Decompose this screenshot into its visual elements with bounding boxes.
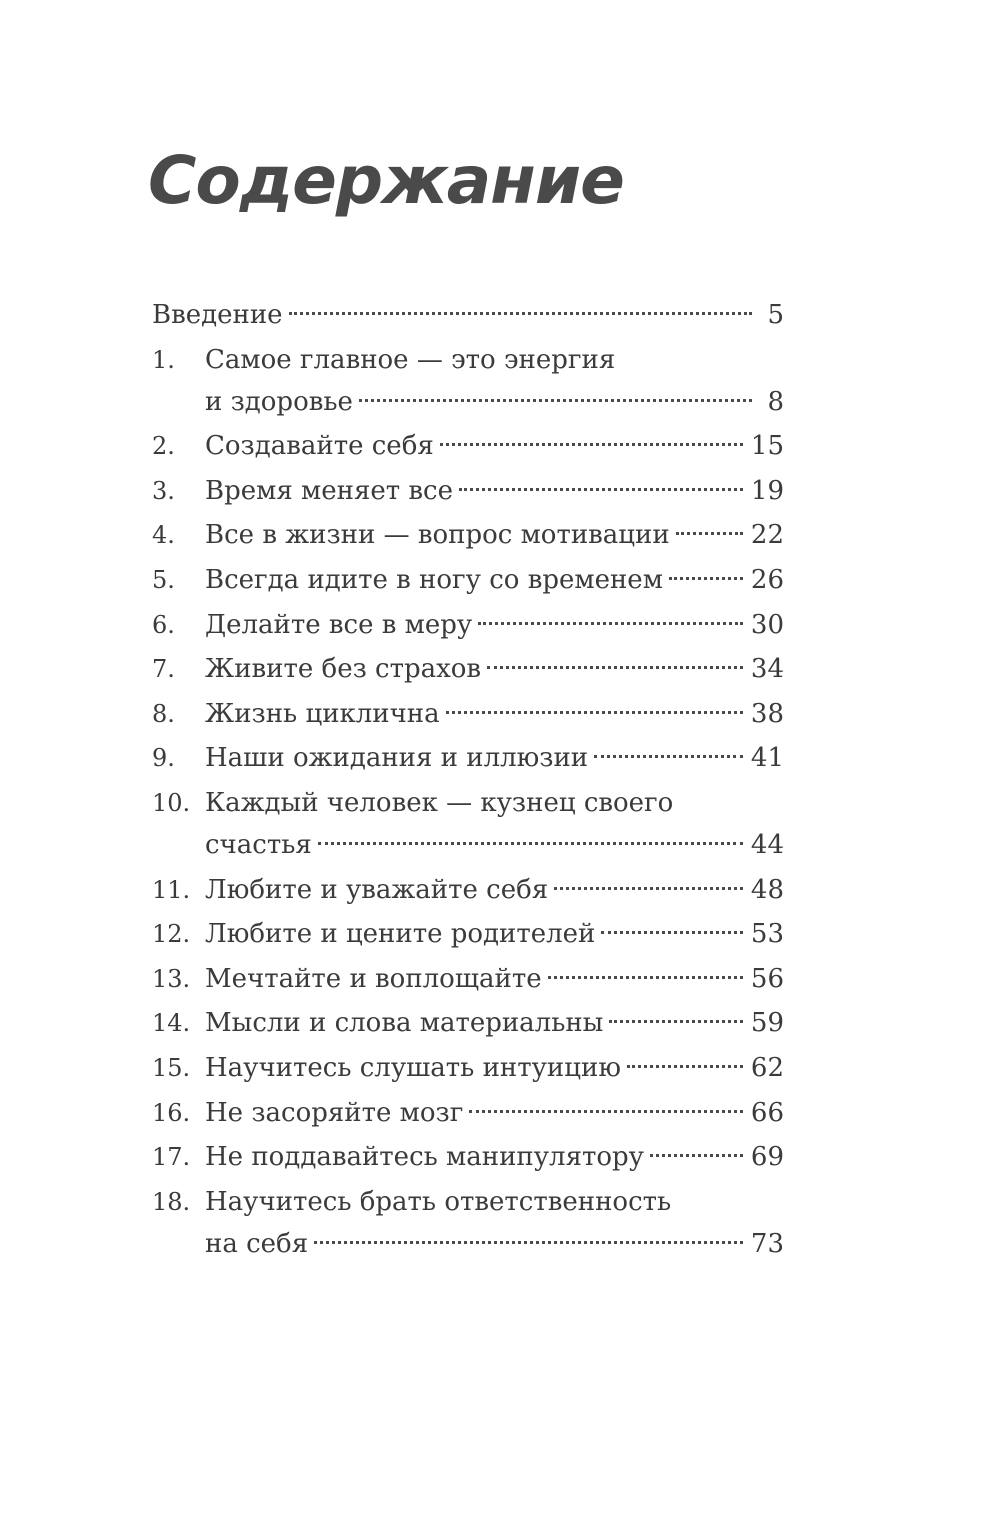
chapter-number: 12. bbox=[152, 920, 191, 949]
toc-entry-body bbox=[152, 869, 784, 911]
chapter-title: счастья bbox=[205, 829, 312, 860]
page-number: 19 bbox=[750, 475, 784, 506]
page-number: 44 bbox=[750, 829, 784, 860]
page-number: 15 bbox=[750, 431, 784, 462]
chapter-number: 8. bbox=[152, 699, 175, 728]
page-number: 69 bbox=[750, 1142, 784, 1173]
page-number: 53 bbox=[750, 919, 784, 950]
toc-entry-body bbox=[152, 1181, 784, 1265]
toc-line bbox=[152, 294, 784, 336]
page-number: 48 bbox=[750, 874, 784, 905]
chapter-number: 4. bbox=[152, 521, 175, 550]
toc-entry-body bbox=[152, 958, 784, 1000]
dot-leader bbox=[289, 312, 752, 315]
toc-entry bbox=[152, 470, 784, 512]
toc-line bbox=[205, 869, 784, 911]
toc-entry-body bbox=[152, 604, 784, 646]
dot-leader bbox=[676, 532, 743, 535]
dot-leader bbox=[609, 1020, 743, 1023]
toc-entry-body bbox=[152, 782, 784, 866]
toc-entry bbox=[152, 1047, 784, 1089]
toc-entry-body bbox=[152, 339, 784, 423]
chapter-number: 17. bbox=[152, 1143, 191, 1172]
chapter-title: Научитесь брать ответственность bbox=[205, 1186, 672, 1217]
toc-entry bbox=[152, 1136, 784, 1178]
toc-entry-body bbox=[152, 514, 784, 556]
chapter-number: 13. bbox=[152, 964, 191, 993]
toc-entry bbox=[152, 425, 784, 467]
toc-line bbox=[205, 737, 784, 779]
dot-leader bbox=[601, 931, 743, 934]
page-number: 34 bbox=[750, 654, 784, 685]
toc-entry bbox=[152, 913, 784, 955]
chapter-number: 3. bbox=[152, 476, 175, 505]
toc-line bbox=[205, 425, 784, 467]
dot-leader bbox=[478, 622, 743, 625]
toc-entry-body bbox=[152, 470, 784, 512]
chapter-title: Самое главное — это энергия bbox=[205, 344, 616, 375]
toc-entry bbox=[152, 559, 784, 601]
dot-leader bbox=[440, 443, 743, 446]
toc-entry bbox=[152, 294, 784, 336]
toc-entry-body bbox=[152, 693, 784, 735]
toc-entry bbox=[152, 693, 784, 735]
dot-leader bbox=[314, 1241, 743, 1244]
toc-entry bbox=[152, 339, 784, 423]
page-number: 66 bbox=[750, 1097, 784, 1128]
chapter-title: Введение bbox=[152, 300, 283, 330]
chapter-title: Создавайте себя bbox=[205, 431, 434, 462]
toc-entry-body bbox=[152, 1092, 784, 1134]
toc-entry-body bbox=[152, 559, 784, 601]
toc-entry bbox=[152, 869, 784, 911]
page-number: 30 bbox=[750, 609, 784, 640]
toc-entry-body bbox=[152, 648, 784, 690]
toc-line bbox=[205, 1223, 784, 1265]
toc-line bbox=[205, 648, 784, 690]
dot-leader bbox=[650, 1154, 743, 1157]
chapter-number: 5. bbox=[152, 565, 175, 594]
page-number: 26 bbox=[750, 564, 784, 595]
toc-entry bbox=[152, 1181, 784, 1265]
dot-leader bbox=[669, 577, 743, 580]
toc-entry-body bbox=[152, 737, 784, 779]
chapter-number: 2. bbox=[152, 432, 175, 461]
table-of-contents bbox=[152, 294, 784, 1267]
toc-entry bbox=[152, 958, 784, 1000]
chapter-title: Живите без страхов bbox=[205, 654, 482, 685]
page-number: 22 bbox=[750, 520, 784, 551]
chapter-number: 14. bbox=[152, 1009, 191, 1038]
page-number: 41 bbox=[750, 743, 784, 774]
dot-leader bbox=[446, 711, 743, 714]
dot-leader bbox=[459, 488, 743, 491]
toc-entry bbox=[152, 737, 784, 779]
chapter-title: Любите и цените родителей bbox=[205, 919, 596, 950]
page-number: 59 bbox=[750, 1008, 784, 1039]
page-number: 56 bbox=[750, 963, 784, 994]
toc-line bbox=[205, 824, 784, 866]
toc-entry-body bbox=[152, 294, 784, 336]
toc-line bbox=[205, 470, 784, 512]
toc-entry-body bbox=[152, 425, 784, 467]
toc-entry-body bbox=[152, 1136, 784, 1178]
toc-line bbox=[205, 1047, 784, 1089]
toc-line bbox=[205, 559, 784, 601]
toc-line bbox=[205, 381, 784, 423]
toc-line bbox=[205, 958, 784, 1000]
chapter-title: Все в жизни — вопрос мотивации bbox=[205, 520, 670, 551]
toc-entry bbox=[152, 514, 784, 556]
toc-entry-body bbox=[152, 1047, 784, 1089]
chapter-number: 16. bbox=[152, 1098, 191, 1127]
toc-line bbox=[205, 913, 784, 955]
dot-leader bbox=[594, 755, 743, 758]
chapter-title: Время меняет все bbox=[205, 475, 453, 506]
toc-line bbox=[205, 782, 784, 824]
chapter-number: 1. bbox=[152, 345, 175, 374]
dot-leader bbox=[359, 399, 752, 402]
dot-leader bbox=[554, 887, 743, 890]
page-number: 38 bbox=[750, 698, 784, 729]
toc-line bbox=[205, 693, 784, 735]
dot-leader bbox=[548, 976, 743, 979]
chapter-title: Каждый человек — кузнец своего bbox=[205, 787, 674, 818]
toc-line bbox=[205, 514, 784, 556]
chapter-title: Жизнь циклична bbox=[205, 698, 440, 729]
chapter-number: 15. bbox=[152, 1053, 191, 1082]
toc-entry-body bbox=[152, 913, 784, 955]
chapter-number: 7. bbox=[152, 655, 175, 684]
toc-line bbox=[205, 1181, 784, 1223]
toc-entry bbox=[152, 1092, 784, 1134]
page-number: 5 bbox=[767, 300, 784, 330]
chapter-title: Всегда идите в ногу со временем bbox=[205, 564, 663, 595]
toc-line bbox=[205, 1002, 784, 1044]
toc-line bbox=[205, 1092, 784, 1134]
chapter-title: Мысли и слова материальны bbox=[205, 1008, 604, 1039]
chapter-number: 6. bbox=[152, 610, 175, 639]
chapter-number: 18. bbox=[152, 1187, 191, 1216]
chapter-title: Мечтайте и воплощайте bbox=[205, 963, 542, 994]
toc-line bbox=[205, 604, 784, 646]
page-number: 73 bbox=[750, 1228, 784, 1259]
dot-leader bbox=[318, 842, 743, 845]
chapter-number: 11. bbox=[152, 875, 191, 904]
chapter-number: 9. bbox=[152, 744, 175, 773]
toc-entry bbox=[152, 1002, 784, 1044]
dot-leader bbox=[469, 1110, 743, 1113]
chapter-title: Наши ожидания и иллюзии bbox=[205, 743, 589, 774]
page-title: Содержание bbox=[148, 142, 624, 219]
toc-entry bbox=[152, 782, 784, 866]
chapter-title: на себя bbox=[205, 1228, 309, 1259]
toc-entry bbox=[152, 648, 784, 690]
chapter-title: Научитесь слушать интуицию bbox=[205, 1052, 621, 1083]
chapter-number: 10. bbox=[152, 788, 191, 817]
toc-line bbox=[205, 339, 784, 381]
chapter-title: Не засоряйте мозг bbox=[205, 1097, 464, 1128]
toc-entry bbox=[152, 604, 784, 646]
dot-leader bbox=[627, 1065, 743, 1068]
toc-entry-body bbox=[152, 1002, 784, 1044]
page-number: 62 bbox=[750, 1052, 784, 1083]
page-number: 8 bbox=[767, 386, 784, 417]
chapter-title: Делайте все в меру bbox=[205, 609, 473, 640]
chapter-title: Не поддавайтесь манипулятору bbox=[205, 1142, 644, 1173]
dot-leader bbox=[487, 666, 743, 669]
chapter-title: и здоровье bbox=[205, 386, 353, 417]
toc-line bbox=[205, 1136, 784, 1178]
chapter-title: Любите и уважайте себя bbox=[205, 874, 549, 905]
